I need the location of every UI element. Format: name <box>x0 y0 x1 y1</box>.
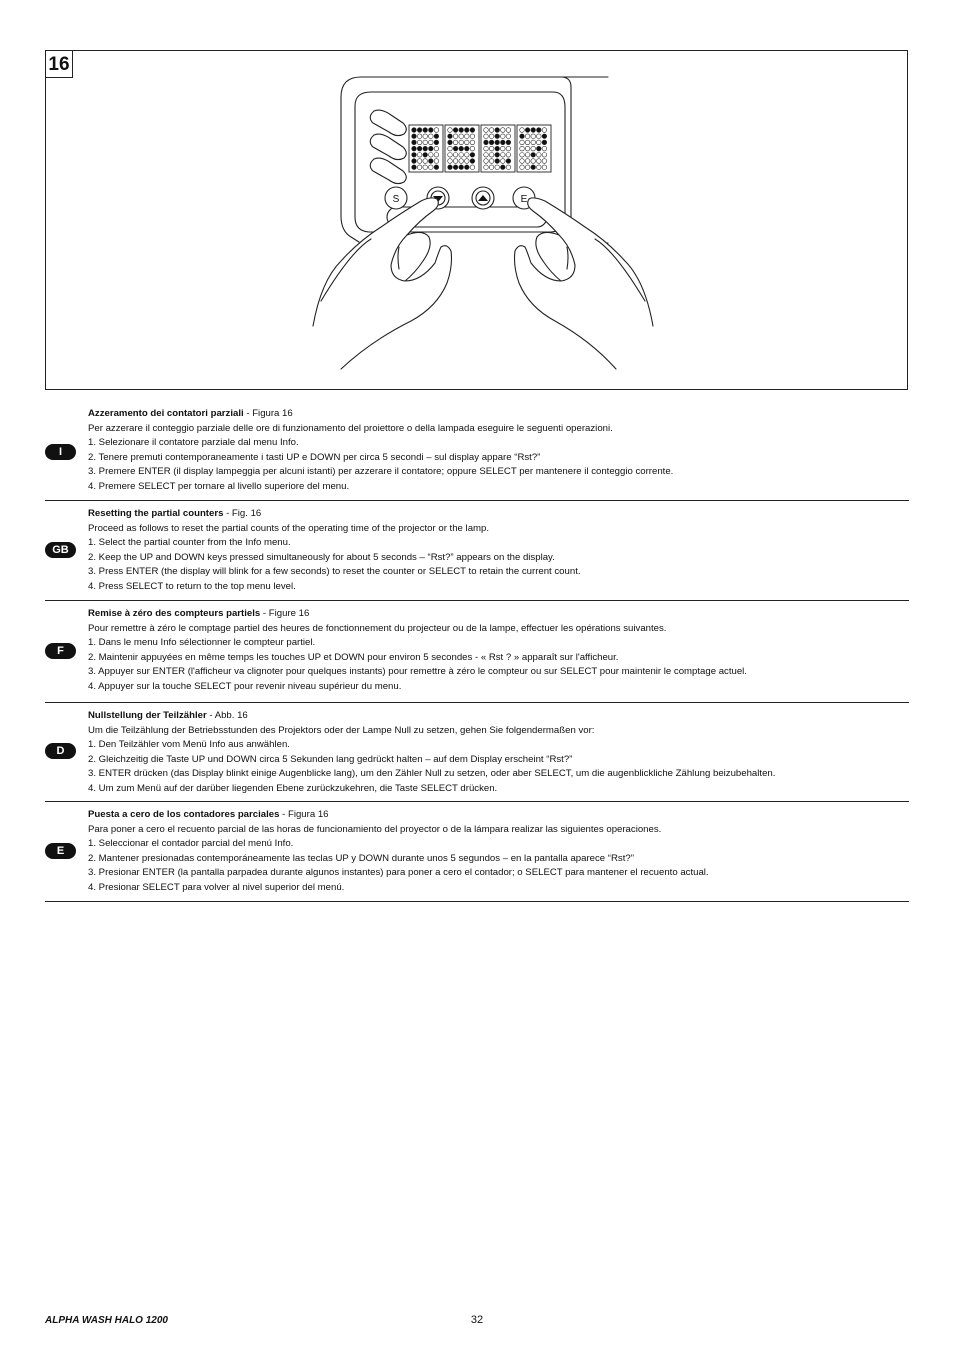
matrix-dot <box>542 159 547 164</box>
matrix-dot <box>531 153 536 158</box>
matrix-dot <box>495 140 500 145</box>
matrix-dot <box>506 165 511 170</box>
matrix-dot <box>542 128 547 133</box>
text-line: Para poner a cero el recuento parcial de las horas de funcionamiento del proyector o de la lámpara realizar las siguientes operaciones. <box>88 823 662 835</box>
matrix-dot <box>525 165 530 170</box>
matrix-dot <box>506 159 511 164</box>
matrix-dot <box>423 140 428 145</box>
text-line: 1. Den Teilzähler vom Menü Info aus anwählen. <box>88 739 290 751</box>
matrix-dot <box>501 140 506 145</box>
matrix-dot <box>465 146 470 151</box>
page-number: 32 <box>470 1314 484 1326</box>
text-line: 1. Seleccionar el contador parcial del menú Info. <box>88 838 294 850</box>
matrix-dot <box>434 128 439 133</box>
matrix-dot <box>525 159 530 164</box>
section-text <box>88 607 905 695</box>
text-line: 4. Press SELECT to return to the top menu level. <box>88 580 296 592</box>
matrix-dot <box>465 153 470 158</box>
section-heading: Puesta a cero de los contadores parciales - Figura 16 <box>88 809 329 820</box>
control-panel-illustration <box>311 51 661 389</box>
matrix-dot <box>520 165 525 170</box>
matrix-dot <box>520 159 525 164</box>
text-line: 4. Presionar SELECT para volver al nivel superior del menú. <box>88 881 345 893</box>
matrix-dot <box>470 159 475 164</box>
matrix-dot <box>453 165 458 170</box>
figure-number: 16 <box>46 51 73 78</box>
text-line: Per azzerare il conteggio parziale delle ore di funzionamento del proiettore o della lampada eseguire le seguenti operazioni. <box>88 422 613 434</box>
matrix-dot <box>506 146 511 151</box>
text-line: 3. Premere ENTER (il display lampeggia per alcuni istanti) per azzerare il contatore; oppure SELECT per mantenere il conteggio corrente. <box>88 466 674 478</box>
matrix-dot <box>429 128 434 133</box>
matrix-dot <box>448 146 453 151</box>
text-line: 3. ENTER drücken (das Display blinkt einige Augenblicke lang), um den Zähler Null zu setzen, oder aber SELECT, um die augenblickliche Zählung beizubehalten. <box>88 768 776 780</box>
side-keys <box>370 110 406 184</box>
matrix-dot <box>423 153 428 158</box>
matrix-dot <box>489 153 494 158</box>
matrix-dot <box>459 159 464 164</box>
text-line: 2. Keep the UP and DOWN keys pressed simultaneously for about 5 seconds – “Rst?” appears on the display. <box>88 551 555 563</box>
matrix-dot <box>412 140 417 145</box>
matrix-dot <box>465 134 470 139</box>
matrix-dot <box>465 159 470 164</box>
matrix-dot <box>537 140 542 145</box>
language-badge: I <box>45 444 76 460</box>
matrix-dot <box>501 153 506 158</box>
matrix-dot <box>501 134 506 139</box>
section-text <box>88 808 905 896</box>
matrix-dot <box>531 134 536 139</box>
text-line: 1. Selezionare il contatore parziale dal menu Info. <box>88 437 299 449</box>
matrix-dot <box>434 165 439 170</box>
matrix-dot <box>434 140 439 145</box>
matrix-dot <box>448 140 453 145</box>
matrix-dot <box>506 140 511 145</box>
matrix-dot <box>459 134 464 139</box>
matrix-dot <box>448 134 453 139</box>
matrix-dot <box>453 140 458 145</box>
matrix-dot <box>537 153 542 158</box>
matrix-dot <box>417 165 422 170</box>
section-heading: Nullstellung der Teilzähler - Abb. 16 <box>88 710 248 721</box>
matrix-dot <box>520 153 525 158</box>
matrix-dot <box>448 159 453 164</box>
text-line: 4. Appuyer sur la touche SELECT pour revenir niveau supérieur du menu. <box>88 680 402 692</box>
matrix-dot <box>412 128 417 133</box>
matrix-dot <box>448 128 453 133</box>
matrix-dot <box>484 165 489 170</box>
matrix-dot <box>531 165 536 170</box>
matrix-dot <box>495 146 500 151</box>
matrix-dot <box>489 165 494 170</box>
matrix-dot <box>465 128 470 133</box>
matrix-dot <box>453 159 458 164</box>
matrix-dot <box>506 153 511 158</box>
matrix-dot <box>429 153 434 158</box>
matrix-dot <box>434 153 439 158</box>
enter-button-label: E <box>520 194 528 205</box>
text-line: 3. Appuyer sur ENTER (l'afficheur va clignoter pour quelques instants) pour remettre à zéro le compteur ou sur SELECT pour maintenir le comptage actuel. <box>88 666 747 678</box>
matrix-dot <box>417 159 422 164</box>
text-line: 3. Presionar ENTER (la pantalla parpadea durante algunos instantes) para poner a cero el contador; o SELECT para mantener el recuento actual. <box>88 867 709 879</box>
matrix-dot <box>520 146 525 151</box>
matrix-dot <box>470 153 475 158</box>
section-english <box>45 502 909 601</box>
matrix-dot <box>470 134 475 139</box>
matrix-dot <box>531 159 536 164</box>
matrix-dot <box>470 128 475 133</box>
figure-16 <box>45 50 908 390</box>
matrix-dot <box>525 146 530 151</box>
matrix-dot <box>495 134 500 139</box>
matrix-dot <box>412 153 417 158</box>
matrix-dot <box>501 159 506 164</box>
matrix-dot <box>495 153 500 158</box>
text-line: 2. Maintenir appuyées en même temps les touches UP et DOWN pour environ 5 secondes - « Rst ? » apparaît sur l'afficheur. <box>88 651 619 663</box>
matrix-dot <box>537 159 542 164</box>
matrix-dot <box>542 134 547 139</box>
matrix-dot <box>542 146 547 151</box>
matrix-dot <box>531 146 536 151</box>
select-button-label: S <box>392 194 400 205</box>
matrix-dot <box>429 146 434 151</box>
matrix-dot <box>542 153 547 158</box>
matrix-dot <box>489 146 494 151</box>
matrix-dot <box>484 128 489 133</box>
hands-illustration <box>313 198 653 369</box>
matrix-dot <box>501 165 506 170</box>
matrix-dot <box>459 128 464 133</box>
matrix-dot <box>423 134 428 139</box>
matrix-dot <box>537 165 542 170</box>
text-line: 1. Select the partial counter from the Info menu. <box>88 537 291 549</box>
matrix-dot <box>489 140 494 145</box>
matrix-dot <box>501 146 506 151</box>
section-heading: Remise à zéro des compteurs partiels - Figure 16 <box>88 608 310 619</box>
matrix-dot <box>525 140 530 145</box>
matrix-dot <box>412 134 417 139</box>
text-line: 2. Gleichzeitig die Taste UP und DOWN circa 5 Sekunden lang gedrückt halten – auf dem Display erscheint “Rst?” <box>88 753 573 765</box>
matrix-dot <box>537 134 542 139</box>
section-text <box>88 507 905 595</box>
matrix-dot <box>495 128 500 133</box>
matrix-dot <box>459 146 464 151</box>
matrix-dot <box>429 159 434 164</box>
matrix-dot <box>412 146 417 151</box>
matrix-dot <box>453 128 458 133</box>
matrix-dot <box>525 128 530 133</box>
matrix-dot <box>489 128 494 133</box>
matrix-dot <box>459 165 464 170</box>
section-spanish <box>45 803 909 902</box>
section-text <box>88 709 905 797</box>
matrix-dot <box>537 146 542 151</box>
section-heading: Resetting the partial counters - Fig. 16 <box>88 508 262 519</box>
matrix-dot <box>453 134 458 139</box>
matrix-dot <box>520 128 525 133</box>
text-line: 4. Premere SELECT per tornare al livello superiore del menu. <box>88 480 350 492</box>
matrix-dot <box>434 146 439 151</box>
matrix-dot <box>453 153 458 158</box>
matrix-dot <box>459 140 464 145</box>
matrix-dot <box>470 140 475 145</box>
language-badge: D <box>45 743 76 759</box>
matrix-dot <box>525 134 530 139</box>
language-badge: E <box>45 843 76 859</box>
matrix-dot <box>423 159 428 164</box>
matrix-dot <box>489 159 494 164</box>
matrix-dot <box>484 159 489 164</box>
section-french <box>45 602 909 703</box>
matrix-dot <box>470 146 475 151</box>
matrix-dot <box>423 165 428 170</box>
footer-product-name: ALPHA WASH HALO 1200 <box>45 1315 168 1326</box>
matrix-dot <box>453 146 458 151</box>
matrix-dot <box>417 140 422 145</box>
matrix-dot <box>465 165 470 170</box>
matrix-dot <box>531 128 536 133</box>
matrix-dot <box>417 146 422 151</box>
matrix-dot <box>542 140 547 145</box>
text-line: 2. Mantener presionadas contemporáneamente las teclas UP y DOWN durante unos 5 segundos – en la pantalla aparece “Rst?” <box>88 852 634 864</box>
matrix-dot <box>501 128 506 133</box>
matrix-dot <box>495 165 500 170</box>
matrix-dot <box>429 140 434 145</box>
matrix-dot <box>417 153 422 158</box>
matrix-dot <box>423 128 428 133</box>
matrix-dot <box>525 153 530 158</box>
matrix-dot <box>448 153 453 158</box>
matrix-dot <box>495 159 500 164</box>
language-badge: GB <box>45 542 76 558</box>
section-heading: Azzeramento dei contatori parziali - Figura 16 <box>88 408 293 419</box>
matrix-dot <box>506 128 511 133</box>
matrix-dot <box>417 134 422 139</box>
matrix-dot <box>459 153 464 158</box>
matrix-dot <box>470 165 475 170</box>
matrix-dot <box>484 153 489 158</box>
matrix-dot <box>412 165 417 170</box>
matrix-dot <box>465 140 470 145</box>
text-line: 2. Tenere premuti contemporaneamente i tasti UP e DOWN per circa 5 secondi – sul display appare “Rst?” <box>88 451 541 463</box>
matrix-dot <box>484 140 489 145</box>
matrix-dot <box>537 128 542 133</box>
matrix-dot <box>489 134 494 139</box>
matrix-dot <box>484 146 489 151</box>
text-line: Proceed as follows to reset the partial counts of the operating time of the projector or the lamp. <box>88 522 490 534</box>
matrix-dot <box>417 128 422 133</box>
matrix-dot <box>448 165 453 170</box>
text-line: Um die Teilzählung der Betriebsstunden des Projektors oder der Lampe Null zu setzen, gehen Sie folgendermaßen vor: <box>88 724 595 736</box>
matrix-dot <box>434 134 439 139</box>
section-german <box>45 704 909 802</box>
text-line: 1. Dans le menu Info sélectionner le compteur partiel. <box>88 637 316 649</box>
matrix-dot <box>531 140 536 145</box>
matrix-dot <box>520 134 525 139</box>
matrix-dot <box>412 159 417 164</box>
matrix-dot <box>484 134 489 139</box>
matrix-dot <box>434 159 439 164</box>
text-line: Pour remettre à zéro le comptage partiel des heures de fonctionnement du projecteur ou de la lampe, effectuer les opérations suivantes. <box>88 622 667 634</box>
matrix-dot <box>520 140 525 145</box>
language-badge: F <box>45 643 76 659</box>
text-line: 4. Um zum Menü auf der darüber liegenden Ebene zurückzukehren, die Taste SELECT drücken. <box>88 782 498 794</box>
section-text <box>88 407 905 495</box>
matrix-dot <box>429 165 434 170</box>
section-italian <box>45 402 909 501</box>
matrix-dot <box>423 146 428 151</box>
matrix-dot <box>506 134 511 139</box>
text-line: 3. Press ENTER (the display will blink for a few seconds) to reset the counter or SELECT to retain the current count. <box>88 566 581 578</box>
matrix-dot <box>542 165 547 170</box>
matrix-dot <box>429 134 434 139</box>
